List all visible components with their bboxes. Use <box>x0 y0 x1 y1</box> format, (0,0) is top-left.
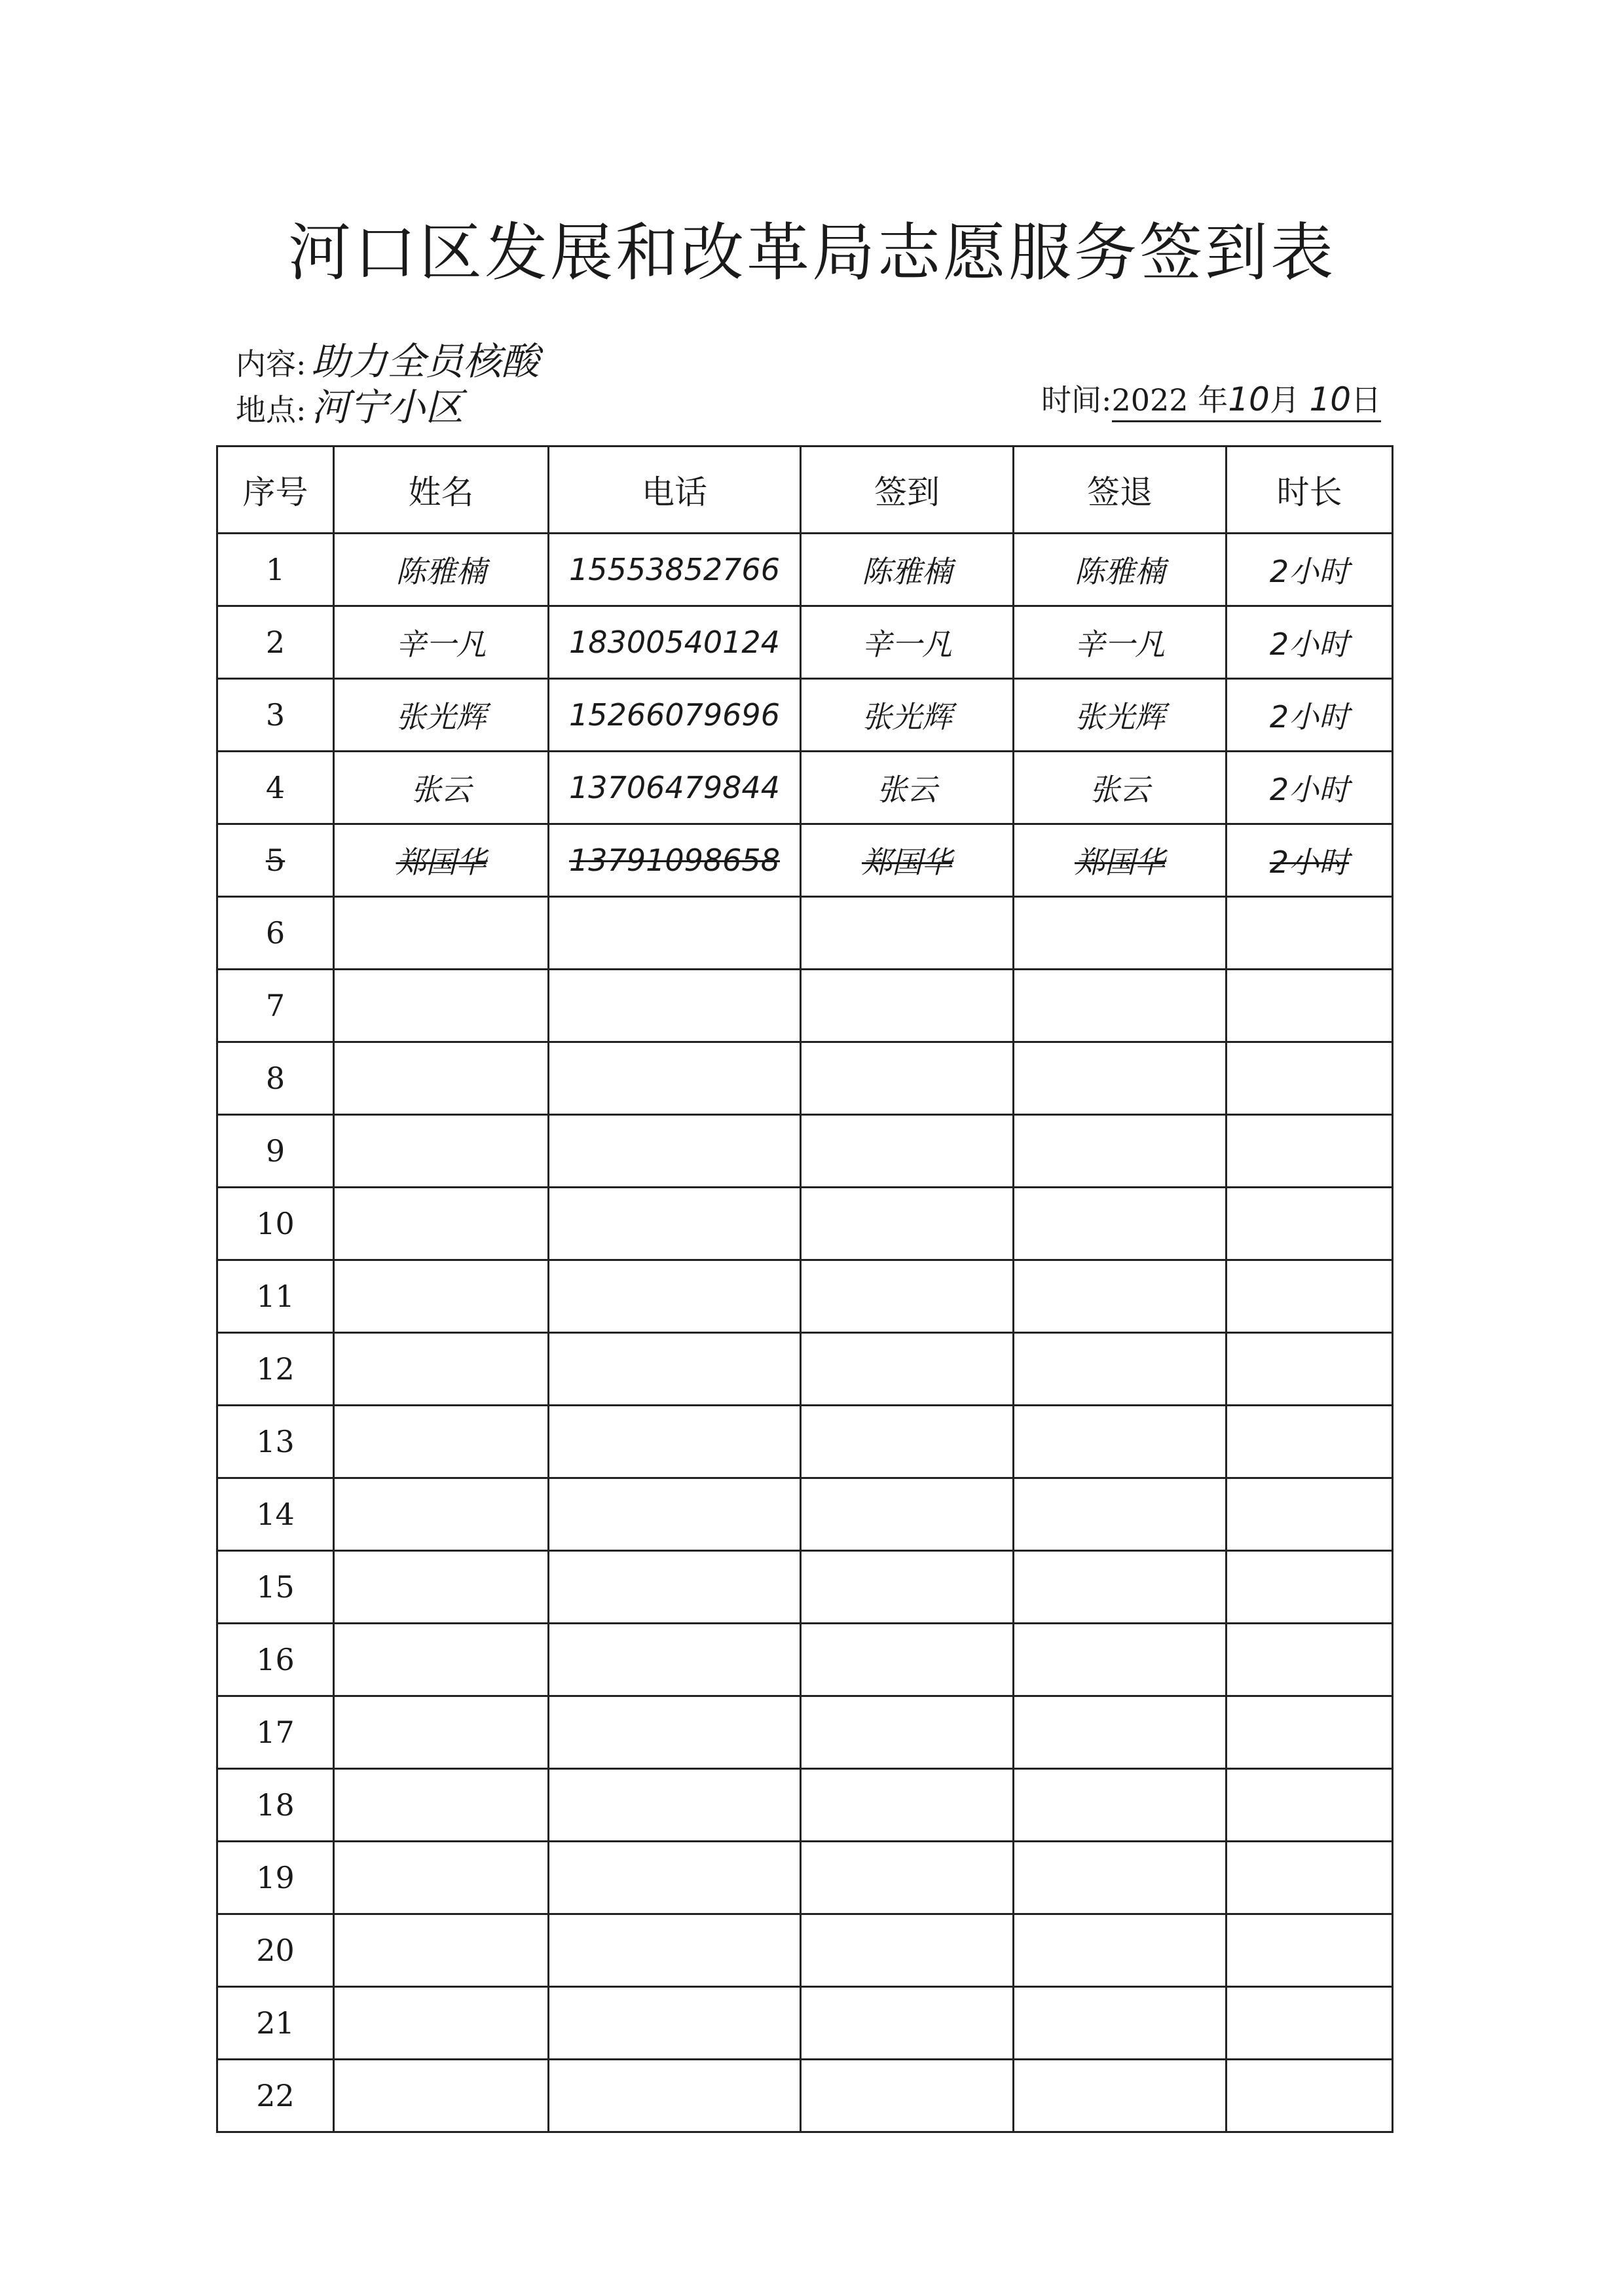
duration-cell <box>1227 1696 1393 1769</box>
location-line <box>236 376 464 431</box>
phone-cell: 13706479844 <box>549 752 801 824</box>
time-line <box>1041 376 1381 420</box>
table-row <box>217 824 1393 897</box>
name-cell <box>334 1551 549 1624</box>
name-cell: 张云 <box>334 752 549 824</box>
table-row <box>217 1042 1393 1115</box>
sign-in-cell <box>801 2060 1014 2132</box>
name-cell <box>334 1478 549 1551</box>
row-number-cell: 10 <box>217 1188 334 1260</box>
name-cell: 陈雅楠 <box>334 534 549 606</box>
table-row <box>217 1260 1393 1333</box>
name-cell <box>334 2060 549 2132</box>
name-cell <box>334 897 549 970</box>
sign-in-cell <box>801 897 1014 970</box>
table-row <box>217 1624 1393 1696</box>
sign-out-cell <box>1014 1696 1227 1769</box>
phone-cell <box>549 1042 801 1115</box>
sign-out-cell: 张光辉 <box>1014 679 1227 752</box>
name-cell <box>334 1260 549 1333</box>
table-row <box>217 679 1393 752</box>
duration-cell <box>1227 897 1393 970</box>
name-cell: 郑国华 <box>334 824 549 897</box>
table-row <box>217 752 1393 824</box>
sign-in-cell <box>801 1987 1014 2060</box>
time-day-unit: 日 <box>1351 382 1382 418</box>
duration-cell <box>1227 1624 1393 1696</box>
table-row <box>217 1987 1393 2060</box>
sign-out-cell <box>1014 1042 1227 1115</box>
phone-cell <box>549 1696 801 1769</box>
row-number-cell: 19 <box>217 1842 334 1914</box>
column-header-phone: 电话 <box>549 446 801 534</box>
phone-cell <box>549 897 801 970</box>
sign-out-cell <box>1014 897 1227 970</box>
phone-cell <box>549 970 801 1042</box>
location-value: 河宁小区 <box>311 385 464 429</box>
row-number-cell: 1 <box>217 534 334 606</box>
row-number-cell: 14 <box>217 1478 334 1551</box>
sign-out-cell <box>1014 1115 1227 1188</box>
sign-in-cell <box>801 1115 1014 1188</box>
phone-cell: 18300540124 <box>549 606 801 679</box>
time-month-unit: 月 <box>1269 382 1300 418</box>
row-number-cell: 15 <box>217 1551 334 1624</box>
sign-in-cell: 郑国华 <box>801 824 1014 897</box>
duration-cell <box>1227 1260 1393 1333</box>
duration-cell <box>1227 1987 1393 2060</box>
column-header-sign-out: 签退 <box>1014 446 1227 534</box>
sign-out-cell <box>1014 1333 1227 1406</box>
table-row <box>217 897 1393 970</box>
sign-out-cell: 张云 <box>1014 752 1227 824</box>
duration-cell <box>1227 1042 1393 1115</box>
name-cell <box>334 1188 549 1260</box>
time-date <box>1112 382 1382 422</box>
duration-cell <box>1227 970 1393 1042</box>
row-number-cell: 18 <box>217 1769 334 1842</box>
page-title: 河口区发展和改革局志愿服务签到表 <box>288 216 1336 289</box>
phone-cell: 15266079696 <box>549 679 801 752</box>
content-label: 内容: <box>236 346 306 382</box>
duration-cell <box>1227 1551 1393 1624</box>
table-row <box>217 1188 1393 1260</box>
sign-in-cell <box>801 970 1014 1042</box>
phone-cell <box>549 1624 801 1696</box>
name-cell <box>334 1696 549 1769</box>
phone-cell <box>549 1914 801 1987</box>
duration-cell <box>1227 1406 1393 1478</box>
sign-out-cell <box>1014 1551 1227 1624</box>
name-cell <box>334 1333 549 1406</box>
row-number-cell: 12 <box>217 1333 334 1406</box>
sign-out-cell <box>1014 1478 1227 1551</box>
table-row <box>217 1406 1393 1478</box>
phone-cell <box>549 1115 801 1188</box>
phone-cell: 13791098658 <box>549 824 801 897</box>
phone-cell <box>549 1478 801 1551</box>
table-row <box>217 1914 1393 1987</box>
sign-in-cell <box>801 1842 1014 1914</box>
sign-out-cell: 辛一凡 <box>1014 606 1227 679</box>
row-number-cell: 13 <box>217 1406 334 1478</box>
duration-cell: 2小时 <box>1227 824 1393 897</box>
duration-cell: 2小时 <box>1227 679 1393 752</box>
name-cell <box>334 970 549 1042</box>
column-header-duration: 时长 <box>1227 446 1393 534</box>
sign-in-cell <box>801 1769 1014 1842</box>
column-header-name: 姓名 <box>334 446 549 534</box>
phone-cell: 15553852766 <box>549 534 801 606</box>
name-cell <box>334 1115 549 1188</box>
row-number-cell: 21 <box>217 1987 334 2060</box>
name-cell <box>334 1842 549 1914</box>
name-cell: 辛一凡 <box>334 606 549 679</box>
row-number-cell: 3 <box>217 679 334 752</box>
time-month: 10 <box>1228 380 1270 418</box>
table-row <box>217 970 1393 1042</box>
duration-cell: 2小时 <box>1227 534 1393 606</box>
name-cell <box>334 1042 549 1115</box>
table-header-row <box>217 446 1393 534</box>
sign-out-cell <box>1014 1406 1227 1478</box>
phone-cell <box>549 1551 801 1624</box>
time-year-unit: 年 <box>1198 382 1228 418</box>
sign-out-cell <box>1014 2060 1227 2132</box>
name-cell <box>334 1987 549 2060</box>
duration-cell <box>1227 1478 1393 1551</box>
duration-cell <box>1227 2060 1393 2132</box>
sign-out-cell <box>1014 970 1227 1042</box>
table-row <box>217 1115 1393 1188</box>
content-value: 助力全员核酸 <box>311 339 540 384</box>
column-header-no: 序号 <box>217 446 334 534</box>
sign-in-cell: 张云 <box>801 752 1014 824</box>
sign-in-cell <box>801 1624 1014 1696</box>
duration-cell <box>1227 1115 1393 1188</box>
table-row <box>217 1842 1393 1914</box>
sign-in-cell <box>801 1551 1014 1624</box>
phone-cell <box>549 1333 801 1406</box>
row-number-cell: 6 <box>217 897 334 970</box>
name-cell <box>334 1624 549 1696</box>
sign-in-cell: 辛一凡 <box>801 606 1014 679</box>
row-number-cell: 4 <box>217 752 334 824</box>
sign-out-cell: 郑国华 <box>1014 824 1227 897</box>
table-row <box>217 1696 1393 1769</box>
phone-cell <box>549 2060 801 2132</box>
sign-in-cell <box>801 1188 1014 1260</box>
table-row <box>217 534 1393 606</box>
time-year: 2022 <box>1111 382 1189 418</box>
sign-out-cell <box>1014 1769 1227 1842</box>
name-cell <box>334 1406 549 1478</box>
duration-cell: 2小时 <box>1227 752 1393 824</box>
sign-out-cell <box>1014 1624 1227 1696</box>
time-day: 10 <box>1309 380 1352 418</box>
sign-in-cell <box>801 1406 1014 1478</box>
duration-cell <box>1227 1769 1393 1842</box>
phone-cell <box>549 1987 801 2060</box>
sign-in-cell <box>801 1333 1014 1406</box>
name-cell <box>334 1914 549 1987</box>
table-row <box>217 1478 1393 1551</box>
phone-cell <box>549 1406 801 1478</box>
row-number-cell: 7 <box>217 970 334 1042</box>
table-body <box>217 534 1393 2132</box>
phone-cell <box>549 1769 801 1842</box>
name-cell: 张光辉 <box>334 679 549 752</box>
sign-in-cell: 张光辉 <box>801 679 1014 752</box>
sign-in-table <box>216 445 1393 2133</box>
sign-out-cell <box>1014 1842 1227 1914</box>
duration-cell <box>1227 1914 1393 1987</box>
row-number-cell: 20 <box>217 1914 334 1987</box>
table-row <box>217 2060 1393 2132</box>
row-number-cell: 8 <box>217 1042 334 1115</box>
row-number-cell: 17 <box>217 1696 334 1769</box>
phone-cell <box>549 1842 801 1914</box>
sign-in-cell <box>801 1696 1014 1769</box>
row-number-cell: 11 <box>217 1260 334 1333</box>
sign-out-cell <box>1014 1188 1227 1260</box>
column-header-sign-in: 签到 <box>801 446 1014 534</box>
sign-in-cell <box>801 1914 1014 1987</box>
sign-out-cell <box>1014 1987 1227 2060</box>
phone-cell <box>549 1260 801 1333</box>
row-number-cell: 5 <box>217 824 334 897</box>
sign-in-cell: 陈雅楠 <box>801 534 1014 606</box>
phone-cell <box>549 1188 801 1260</box>
duration-cell <box>1227 1188 1393 1260</box>
sign-in-cell <box>801 1478 1014 1551</box>
sign-out-cell: 陈雅楠 <box>1014 534 1227 606</box>
row-number-cell: 16 <box>217 1624 334 1696</box>
duration-cell <box>1227 1842 1393 1914</box>
table-row <box>217 1333 1393 1406</box>
table-row <box>217 1769 1393 1842</box>
sign-in-cell <box>801 1260 1014 1333</box>
table-row <box>217 1551 1393 1624</box>
row-number-cell: 22 <box>217 2060 334 2132</box>
time-label: 时间: <box>1041 382 1112 418</box>
sign-out-cell <box>1014 1914 1227 1987</box>
duration-cell: 2小时 <box>1227 606 1393 679</box>
table-row <box>217 606 1393 679</box>
row-number-cell: 9 <box>217 1115 334 1188</box>
duration-cell <box>1227 1333 1393 1406</box>
row-number-cell: 2 <box>217 606 334 679</box>
location-label: 地点: <box>236 392 306 428</box>
name-cell <box>334 1769 549 1842</box>
sign-out-cell <box>1014 1260 1227 1333</box>
sign-in-cell <box>801 1042 1014 1115</box>
